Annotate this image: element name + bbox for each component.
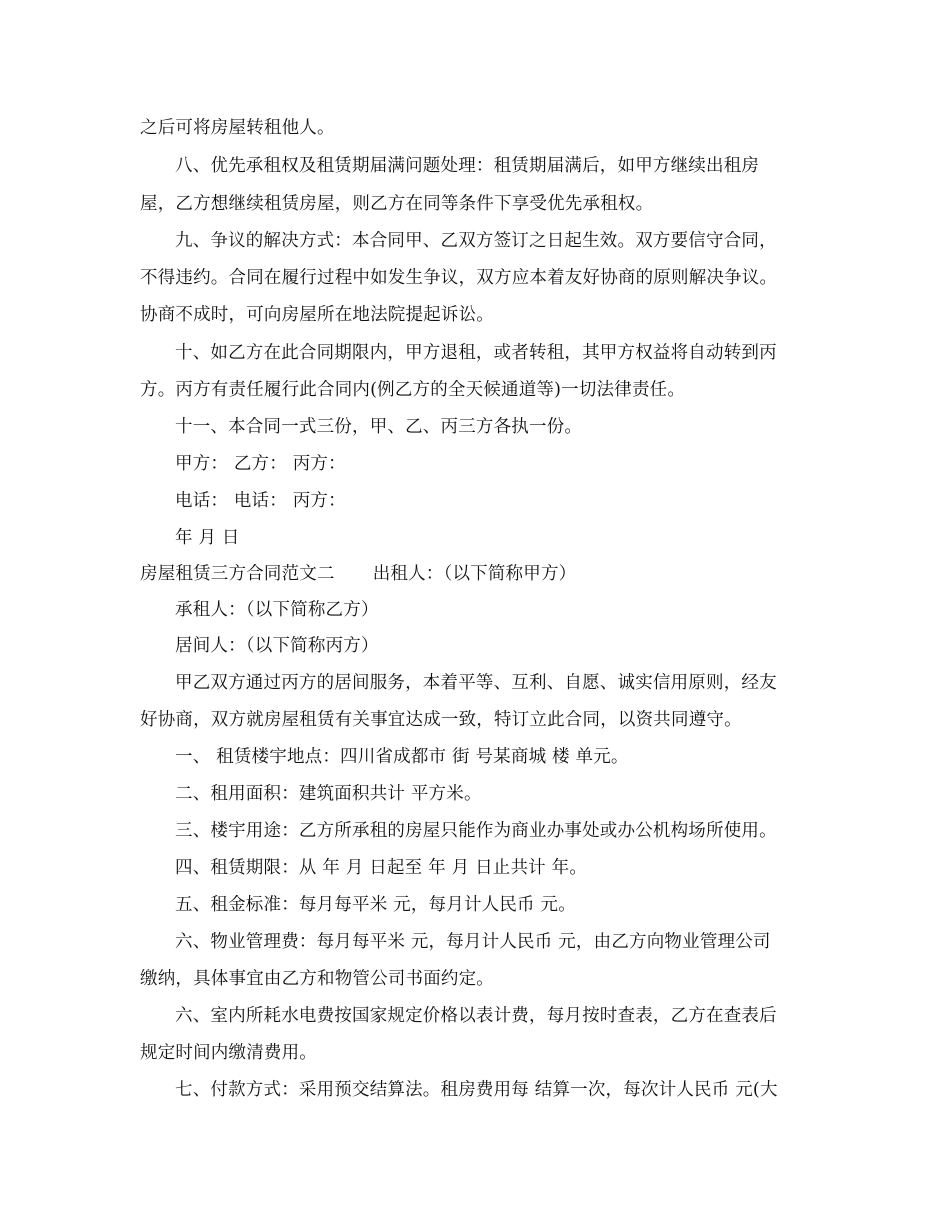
clause-2-line: 二、租用面积：建筑面积共计 平方米。: [175, 784, 482, 804]
clause-11-line: 十一、本合同一式三份，甲、乙、丙三方各执一份。: [175, 417, 583, 437]
section-heading: 房屋租赁三方合同范文二: [140, 564, 335, 584]
signature-parties-line: 甲方： 乙方： 丙方：: [175, 454, 346, 474]
clause-6a-line-1: 六、物业管理费：每月每平米 元，每月计人民币 元，由乙方向物业管理公司: [175, 932, 771, 952]
clause-4-line: 四、租赁期限：从 年 月 日起至 年 月 日止共计 年。: [175, 858, 588, 878]
signature-phone-line: 电话： 电话： 丙方：: [175, 491, 346, 511]
clause-8-line-1: 八、优先承租权及租赁期届满问题处理：租赁期届满后，如甲方继续出租房: [175, 156, 760, 176]
clause-6b-line-1: 六、室内所耗水电费按国家规定价格以表计费，每月按时查表，乙方在查表后: [175, 1006, 777, 1026]
clause-6a-line-2: 缴纳，具体事宜由乙方和物管公司书面约定。: [140, 969, 494, 989]
clause-9-line-3: 协商不成时，可向房屋所在地法院提起诉讼。: [140, 305, 494, 325]
preamble-line-1: 甲乙双方通过丙方的居间服务，本着平等、互利、自愿、诚实信用原则，经友: [175, 673, 777, 693]
lessor-label: 出租人：（以下简称甲方）: [372, 564, 577, 584]
clause-10-line-2: 方。丙方有责任履行此合同内(例乙方的全天候通道等)一切法律责任。: [140, 380, 686, 400]
clause-5-line: 五、租金标准：每月每平米 元，每月计人民币 元。: [175, 895, 576, 915]
clause-9-line-2: 不得违约。合同在履行过程中如发生争议，双方应本着友好协商的原则解决争议。: [140, 268, 778, 288]
clause-10-line-1: 十、如乙方在此合同期限内，甲方退租，或者转租，其甲方权益将自动转到丙: [175, 343, 777, 363]
clause-1-line: 一、 租赁楼宇地点：四川省成都市 街 号某商城 楼 单元。: [175, 747, 629, 767]
clause-9-line-1: 九、争议的解决方式：本合同甲、乙双方签订之日起生效。双方要信守合同，: [175, 231, 777, 251]
clause-3-line: 三、楼宇用途：乙方所承租的房屋只能作为商业办事处或办公机构场所使用。: [175, 821, 777, 841]
clause-6b-line-2: 规定时间内缴清费用。: [140, 1043, 317, 1063]
lessee-label: 承租人：（以下简称乙方）: [175, 600, 379, 620]
signature-date-line: 年 月 日: [175, 528, 240, 548]
clause-8-line-2: 屋，乙方想继续租赁房屋，则乙方在同等条件下享受优先承租权。: [140, 194, 654, 214]
clause-7-line-1: 七、付款方式：采用预交结算法。租房费用每 结算一次，每次计人民币 元(大: [175, 1080, 778, 1100]
broker-label: 居间人：（以下简称丙方）: [175, 636, 379, 656]
preamble-line-2: 好协商，双方就房屋租赁有关事宜达成一致，特订立此合同，以资共同遵守。: [140, 710, 742, 730]
section-heading-line: [140, 556, 576, 592]
paragraph-line: 之后可将房屋转租他人。: [140, 118, 335, 138]
